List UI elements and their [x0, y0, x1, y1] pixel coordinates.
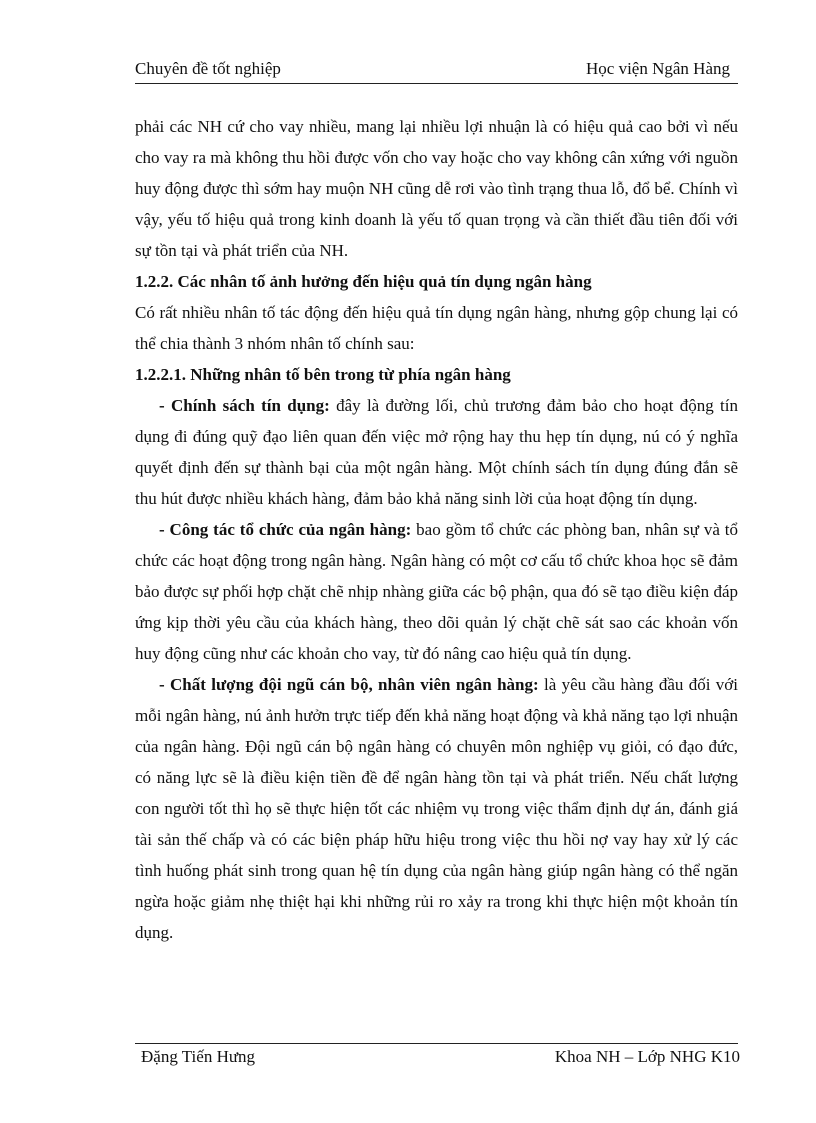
header-title: Chuyên đề tốt nghiệp: [135, 59, 281, 78]
document-body: [135, 111, 738, 948]
footer-class: Khoa NH – Lớp NHG K10: [554, 1047, 740, 1066]
item-lead: - Chất lượng đội ngũ cán bộ, nhân viên ngân hàng:: [159, 675, 539, 694]
page-footer: [135, 1043, 740, 1066]
item-credit-policy: [135, 390, 738, 514]
page-header: [135, 57, 738, 84]
paragraph-intro: phải các NH cứ cho vay nhiều, mang lại nhiều lợi nhuận là có hiệu quả cao bởi vì nếu cho vay ra mà không thu hồi được vốn cho vay hoặc cho vay không cân xứng với nguồn huy động được thì sớm hay muộn NH cũng dễ rơi vào tình trạng thua lỗ, đổ bể. Chính vì vậy, yếu tố hiệu quả trong kinh doanh là yếu tố quan trọng và cần thiết đầu tiên đối với sự tồn tại và phát triển của NH.: [135, 117, 738, 260]
item-text: đây là đường lối, chủ trương đảm bảo cho hoạt động tín dụng đi đúng quỹ đạo liên quan đến việc mở rộng hay thu hẹp tín dụng, nú có ý nghĩa quyết định đến sự thành bại của một ngân hàng. Một chính sách tín dụng đúng đắn sẽ thu hút được nhiều khách hàng, đảm bảo khả năng sinh lời của hoạt động tín dụng.: [135, 396, 738, 508]
paragraph-overview: Có rất nhiều nhân tố tác động đến hiệu quả tín dụng ngân hàng, nhưng gộp chung lại có thể chia thành 3 nhóm nhân tố chính sau:: [135, 303, 738, 353]
item-organization: [135, 514, 738, 669]
item-lead: - Chính sách tín dụng:: [159, 396, 330, 415]
section-heading: 1.2.2. Các nhân tố ảnh hưởng đến hiệu quả tín dụng ngân hàng: [135, 272, 592, 291]
item-text: bao gồm tổ chức các phòng ban, nhân sự và tổ chức các hoạt động trong ngân hàng. Ngân hàng có một cơ cấu tổ chức khoa học sẽ đảm bảo được sự phối hợp chặt chẽ nhịp nhàng giữa các bộ phận, qua đó sẽ tạo điều kiện đáp ứng kịp thời yêu cầu của khách hàng, theo dõi quản lý chặt chẽ sát sao các khoản vốn huy động cũng như các khoản cho vay, từ đó nâng cao hiệu quả tín dụng.: [135, 520, 738, 663]
subsection-heading: 1.2.2.1. Những nhân tố bên trong từ phía ngân hàng: [135, 365, 511, 384]
item-text: là yêu cầu hàng đầu đối với mỗi ngân hàng, nú ảnh hưởn trực tiếp đến khả năng hoạt động và khả năng tạo lợi nhuận của ngân hàng. Đội ngũ cán bộ ngân hàng có chuyên môn nghiệp vụ giỏi, có đạo đức, có năng lực sẽ là điều kiện tiền đề để ngân hàng tồn tại và phát triển. Nếu chất lượng con người tốt thì họ sẽ thực hiện tốt các nhiệm vụ trong việc thẩm định dự án, đánh giá tài sản thế chấp và có các biện pháp hữu hiệu trong việc thu hồi nợ vay hay xử lý các tình huống phát sinh trong quan hệ tín dụng của ngân hàng giúp ngân hàng có thể ngăn ngừa hoặc giảm nhẹ thiệt hại khi những rủi ro xảy ra trong khi thực hiện một khoản tín dụng.: [135, 675, 738, 942]
header-institution: Học viện Ngân Hàng: [586, 59, 730, 78]
footer-author: Đặng Tiến Hưng: [141, 1047, 256, 1066]
item-staff-quality: [135, 669, 738, 948]
item-lead: - Công tác tổ chức của ngân hàng:: [159, 520, 412, 539]
